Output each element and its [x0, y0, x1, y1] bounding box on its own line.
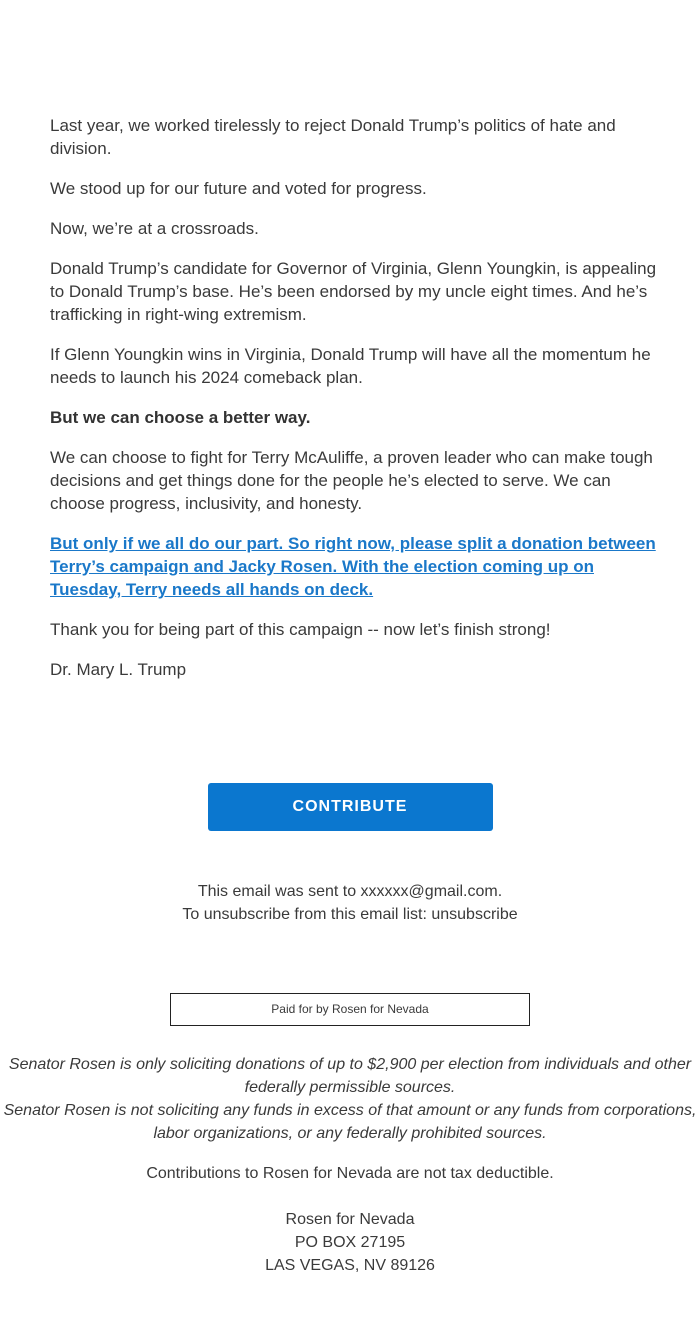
unsubscribe-line	[0, 903, 700, 926]
address-city: LAS VEGAS, NV 89126	[265, 1257, 435, 1274]
paragraph: Now, we’re at a crossroads.	[50, 219, 259, 238]
disclaimer-text: Senator Rosen is not soliciting any funds in excess of that amount or any funds from corporations, labor organizations, or any federally prohibited sources.	[3, 1102, 697, 1142]
disclaimer-text: Senator Rosen is only soliciting donations of up to $2,900 per election from individuals and other federally permissible sources.	[8, 1056, 692, 1096]
paragraph: Thank you for being part of this campaign -- now let’s finish strong!	[50, 620, 551, 639]
bold-paragraph: But we can choose a better way.	[50, 408, 311, 427]
tax-note: Contributions to Rosen for Nevada are not tax deductible.	[146, 1165, 554, 1182]
paragraph: Last year, we worked tirelessly to reject Donald Trump’s politics of hate and division.	[50, 116, 616, 158]
paid-for-container	[0, 993, 700, 1026]
donation-link[interactable]: But only if we all do our part. So right now, please split a donation between Terry’s campaign and Jacky Rosen. With the election coming up on Tuesday, Terry needs all hands on deck.	[50, 534, 656, 599]
address-name: Rosen for Nevada	[285, 1211, 415, 1228]
paragraph: Donald Trump’s candidate for Governor of Virginia, Glenn Youngkin, is appealing to Donald Trump’s base. He’s been endorsed by my uncle eight times. And he’s trafficking in right-wing extremism.	[50, 259, 657, 324]
letter-body	[50, 114, 660, 698]
unsubscribe-link[interactable]: unsubscribe	[431, 906, 518, 923]
paragraph: We can choose to fight for Terry McAuliffe, a proven leader who can make tough decisions and get things done for the people he’s elected to serve. We can choose progress, inclusivity, and honesty.	[50, 448, 653, 513]
paragraph: We stood up for our future and voted for progress.	[50, 179, 427, 198]
paragraph: If Glenn Youngkin wins in Virginia, Donald Trump will have all the momentum he needs to launch his 2024 comeback plan.	[50, 345, 651, 387]
paid-for-box: Paid for by Rosen for Nevada	[170, 993, 530, 1026]
mailing-address	[0, 1208, 700, 1277]
legal-disclaimer	[0, 1053, 700, 1145]
button-container	[0, 783, 700, 831]
email-notice	[0, 880, 700, 926]
cta-paragraph	[50, 532, 660, 601]
unsubscribe-prefix: To unsubscribe from this email list:	[182, 906, 432, 923]
contribute-button[interactable]: CONTRIBUTE	[208, 783, 493, 831]
sent-to-text: This email was sent to xxxxxx@gmail.com.	[197, 883, 503, 900]
signature: Dr. Mary L. Trump	[50, 660, 187, 679]
address-po-box: PO BOX 27195	[294, 1234, 406, 1251]
